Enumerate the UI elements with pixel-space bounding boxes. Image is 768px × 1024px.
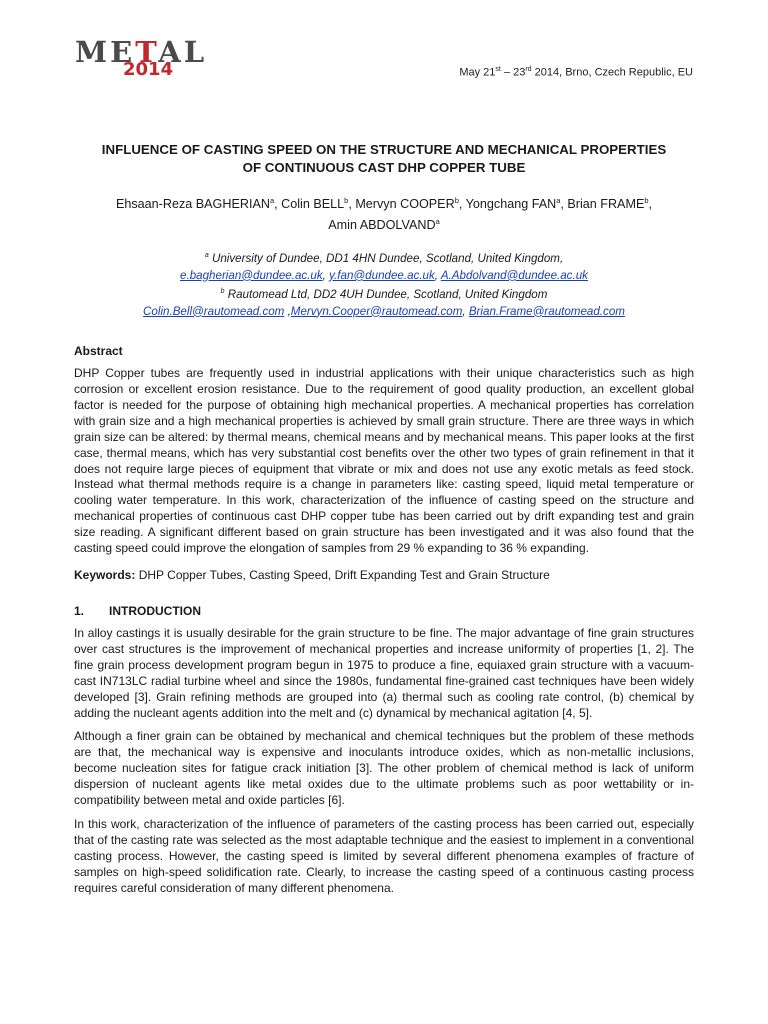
author-affil-mark: b — [344, 196, 349, 205]
email-link[interactable]: Mervyn.Cooper@rautomead.com — [290, 304, 463, 318]
date-post: 2014, Brno, Czech Republic, EU — [531, 66, 693, 79]
author-affil-mark: b — [454, 196, 459, 205]
author-list — [74, 192, 694, 234]
keywords-text: DHP Copper Tubes, Casting Speed, Drift Expanding Test and Grain Structure — [135, 567, 550, 582]
affiliations — [74, 248, 694, 320]
affiliation-a — [74, 248, 694, 267]
paper-title — [74, 141, 694, 177]
paper-body — [74, 141, 694, 896]
abstract-heading: Abstract — [74, 344, 123, 359]
author-affil-mark: a — [556, 196, 561, 205]
email-link[interactable]: e.bagherian@dundee.ac.uk — [180, 268, 323, 282]
author-affil-mark: a — [269, 196, 275, 205]
author — [281, 197, 355, 211]
email-link[interactable]: A.Abdolvand@dundee.ac.uk — [440, 268, 588, 282]
author-name: Brian FRAME — [567, 197, 645, 212]
logo-year: 2014 — [123, 59, 174, 80]
affiliation-b-emails — [74, 304, 694, 321]
introduction-heading — [74, 604, 694, 618]
title-line-2: OF CONTINUOUS CAST DHP COPPER TUBE — [242, 160, 526, 175]
author-sep: , — [648, 197, 653, 212]
author-sep: , — [274, 197, 282, 212]
author-name: Colin BELL — [281, 197, 345, 212]
author-name: Ehsaan-Reza BAGHERIAN — [115, 197, 270, 212]
author — [116, 197, 281, 211]
abstract-text: DHP Copper tubes are frequently used in industrial applications with their unique characteristics such as high corrosion or excellent erosion resistance. Due to the requirement of good quality production, an excellent global factor is needed for the purpose of obtaining high mechanical properties. A mechanical properties has correlation with grain size and a high mechanical properties is achieved by small grain structure. There are three ways in which grain size can be altered: by thermal means, chemical means and by mechanical means. This paper looks at the first case, thermal means, which has very substantial cost benefits over the other two types of grain refinement in that it does not require large pieces of equipment that vibrate or mix and does not use any exotic metals as feed stock. Instead what thermal methods require is a change in parameters like: casting speed, liquid metal temperature or cooling water temperature. In this work, characterization of the influence of casting speed on the structure and mechanical properties of continuous cast DHP copper tube has been carried out by drift expanding test and grain size reading. A significant different based on grain structure has been investigated and it was also found that the casting speed could improve the elongation of samples from 29 % expanding to 36 % expanding. — [74, 366, 694, 556]
logo-word-pre: ME — [75, 35, 136, 69]
logo-word-t: T — [135, 35, 159, 69]
affil-b-text: Rautomead Ltd, DD2 4UH Dundee, Scotland, United Kingdom — [224, 288, 548, 302]
author-sep: , — [560, 197, 568, 212]
title-line-1: INFLUENCE OF CASTING SPEED ON THE STRUCTURE AND MECHANICAL PROPERTIES — [101, 142, 667, 157]
keywords-label: Keywords: — [74, 567, 136, 582]
date-sup-2: rd — [525, 66, 532, 73]
email-sep: , — [322, 268, 330, 282]
section-title: INTRODUCTION — [109, 603, 201, 618]
conference-date — [459, 66, 693, 79]
author-affil-mark: a — [435, 217, 440, 227]
date-mid: – 23 — [500, 66, 526, 79]
email-link[interactable]: Brian.Frame@rautomead.com — [468, 304, 625, 318]
affil-mark-a: a — [204, 252, 209, 260]
logo-word-post: AL — [158, 35, 208, 69]
affil-mark-b: b — [220, 288, 225, 296]
intro-paragraph: In this work, characterization of the influence of parameters of the casting process has been carried out, especially that of the casting rate was selected as the most adaptable technique and the easiest to implement in a conventional casting process. However, the casting speed is limited by several different phenomena examples of fracture of samples on high-speed solidification rate. Clearly, to increase the casting speed of a continuous casting process requires careful consideration of many different phenomena. — [74, 816, 694, 895]
intro-paragraph: Although a finer grain can be obtained by mechanical and chemical techniques but the problem of these methods are that, the mechanical way is expensive and inoculants introduce oxides, which as non-metallic inclusions, become nucleation sites for fatigue crack initiation [3]. The other problem of chemical method is lack of uniform dispersion of nucleant agents like metal oxides due to the ultimate problems such as poor wettability or in-compatibility between metal and oxide particles [6]. — [74, 729, 694, 808]
metal-2014-logo — [75, 35, 208, 84]
keywords — [74, 568, 694, 582]
email-sep: , — [434, 268, 441, 282]
affil-a-text: University of Dundee, DD1 4HN Dundee, Scotland, United Kingdom, — [208, 252, 564, 266]
author-name: Mervyn COOPER — [355, 197, 455, 212]
email-link[interactable]: y.fan@dundee.ac.uk — [329, 268, 435, 282]
date-pre: May 21 — [459, 66, 496, 79]
section-number: 1. — [74, 603, 85, 618]
author-affil-mark: b — [644, 196, 649, 205]
author-name: Yongchang FAN — [465, 197, 557, 212]
email-sep: , — [284, 304, 291, 318]
date-sup-1: st — [495, 66, 501, 73]
email-sep: , — [462, 304, 469, 318]
author-sep: , — [458, 197, 466, 212]
author — [466, 197, 568, 211]
author-sep: , — [348, 197, 356, 212]
email-link[interactable]: Colin.Bell@rautomead.com — [143, 304, 285, 318]
author — [355, 197, 465, 211]
affiliation-b — [74, 284, 694, 303]
affiliation-a-emails — [74, 268, 694, 285]
author-name: Amin ABDOLVAND — [328, 218, 436, 233]
author — [328, 218, 439, 232]
intro-paragraph: In alloy castings it is usually desirable for the grain structure to be fine. The major advantage of fine grain structures over cast structures is the improvement of mechanical properties and increase uniformity of properties [1, 2]. The fine grain process development program begun in 1975 to produce a fine, equiaxed grain structure with a vacuum-cast IN713LC radial turbine wheel and since the 1980s, fundamental fine-grained cast techniques have been widely developed [3]. Grain refining methods are grouped into (a) thermal such as cooling rate control, (b) chemical by adding the nucleant agents addition into the melt and (c) dynamical by mechanical agitation [4, 5]. — [74, 625, 694, 720]
author — [567, 197, 652, 211]
